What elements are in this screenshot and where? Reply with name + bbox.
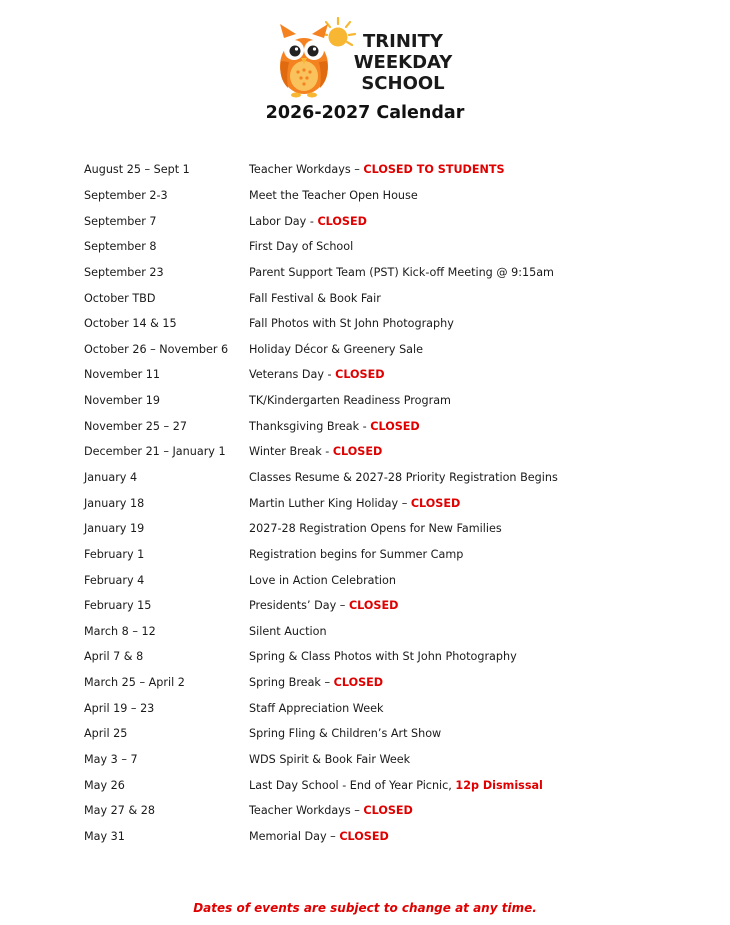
event-row: [84, 465, 704, 491]
event-description: [249, 240, 704, 253]
event-row: [84, 747, 704, 773]
event-date: September 8: [84, 240, 157, 254]
closed-label: CLOSED: [339, 829, 389, 843]
closed-label: CLOSED TO STUDENTS: [363, 163, 505, 177]
event-row: [84, 721, 704, 747]
event-date: December 21 – January 1: [84, 445, 226, 459]
event-date: January 19: [84, 522, 145, 536]
event-description: [249, 574, 704, 587]
event-row: [84, 644, 704, 670]
event-text: Registration begins for Summer Camp: [249, 547, 464, 561]
event-date: March 8 – 12: [84, 624, 156, 638]
event-text: Teacher Workdays –: [249, 804, 364, 818]
event-text: Fall Festival & Book Fair: [249, 291, 381, 305]
event-description: [249, 779, 704, 792]
event-description: [249, 599, 704, 612]
event-row: [84, 311, 704, 337]
event-date: October 14 & 15: [84, 317, 177, 331]
event-row: [84, 234, 704, 260]
event-description: [249, 215, 704, 228]
event-text: Fall Photos with St John Photography: [249, 317, 454, 331]
event-description: [249, 625, 704, 638]
event-row: [84, 260, 704, 286]
event-text: Parent Support Team (PST) Kick-off Meeting @ 9:15am: [249, 265, 554, 279]
closed-label: 12p Dismissal: [455, 778, 543, 792]
event-row: [84, 567, 704, 593]
event-text: Love in Action Celebration: [249, 573, 396, 587]
event-date: April 19 – 23: [84, 701, 155, 715]
event-text: Silent Auction: [249, 624, 327, 638]
event-date: November 19: [84, 394, 160, 408]
event-row: [84, 824, 704, 850]
event-description: [249, 830, 704, 843]
event-row: [84, 798, 704, 824]
event-description: [249, 394, 704, 407]
event-text: Spring Break –: [249, 676, 334, 690]
school-name-line3: SCHOOL: [361, 73, 445, 94]
school-logo: [276, 16, 456, 100]
event-date: April 7 & 8: [84, 650, 144, 664]
event-description: [249, 727, 704, 740]
page-header: [0, 0, 730, 140]
event-description: [249, 676, 704, 689]
event-description: [249, 650, 704, 663]
school-name-line1: TRINITY: [363, 31, 443, 52]
calendar-title: 2026-2027 Calendar: [265, 103, 465, 123]
event-text: Classes Resume & 2027-28 Priority Registration Begins: [249, 471, 558, 484]
event-description: [249, 317, 704, 330]
event-text: Teacher Workdays –: [249, 163, 364, 177]
event-text: Veterans Day -: [249, 368, 336, 382]
event-description: [249, 702, 704, 715]
event-row: [84, 157, 704, 183]
event-description: [249, 266, 704, 279]
closed-label: CLOSED: [370, 419, 420, 433]
event-text: Spring & Class Photos with St John Photography: [249, 650, 517, 664]
event-text: Presidents’ Day –: [249, 599, 349, 613]
event-date: February 1: [84, 547, 145, 561]
event-row: [84, 362, 704, 388]
school-name-line2: WEEKDAY: [353, 52, 453, 73]
event-date: September 23: [84, 265, 164, 279]
event-row: [84, 285, 704, 311]
event-date: May 27 & 28: [84, 804, 155, 818]
event-date: October TBD: [84, 291, 156, 305]
events-list: [84, 157, 704, 849]
event-row: [84, 542, 704, 568]
event-text: Holiday Décor & Greenery Sale: [249, 342, 424, 356]
event-text: Staff Appreciation Week: [249, 701, 384, 715]
event-row: [84, 695, 704, 721]
event-text: TK/Kindergarten Readiness Program: [249, 394, 451, 408]
event-description: [249, 522, 704, 535]
event-date: October 26 – November 6: [84, 342, 229, 356]
closed-label: CLOSED: [410, 496, 461, 510]
event-text: Meet the Teacher Open House: [249, 188, 418, 202]
event-row: [84, 490, 704, 516]
event-row: [84, 388, 704, 414]
event-text: Martin Luther King Holiday –: [249, 496, 411, 510]
event-description: [249, 804, 704, 817]
event-date: September 7: [84, 214, 157, 228]
event-description: [249, 497, 704, 510]
closed-label: CLOSED: [363, 804, 413, 818]
event-text: Thanksgiving Break -: [249, 419, 371, 433]
event-row: [84, 670, 704, 696]
event-description: [249, 189, 704, 202]
event-text: Last Day School - End of Year Picnic,: [249, 778, 456, 792]
event-row: [84, 183, 704, 209]
event-text: Spring Fling & Children’s Art Show: [249, 727, 442, 741]
event-text: WDS Spirit & Book Fair Week: [249, 753, 411, 767]
event-date: February 4: [84, 573, 145, 587]
event-row: [84, 516, 704, 542]
event-description: [249, 753, 704, 766]
event-description: [249, 368, 704, 381]
event-description: [249, 445, 704, 458]
disclaimer-note: Dates of events are subject to change at any time.: [193, 901, 537, 915]
event-date: August 25 – Sept 1: [84, 163, 190, 177]
closed-label: CLOSED: [335, 368, 385, 382]
event-description: [249, 420, 704, 433]
event-row: [84, 336, 704, 362]
event-text: 2027-28 Registration Opens for New Families: [249, 522, 502, 536]
event-text: Winter Break -: [249, 445, 333, 459]
closed-label: CLOSED: [333, 676, 384, 690]
event-date: April 25: [84, 727, 128, 741]
event-row: [84, 772, 704, 798]
event-description: [249, 343, 704, 356]
school-wordmark: [348, 31, 458, 94]
event-date: November 11: [84, 368, 160, 382]
event-row: [84, 593, 704, 619]
event-date: January 18: [84, 496, 145, 510]
closed-label: CLOSED: [348, 599, 399, 613]
event-date: September 2-3: [84, 188, 168, 202]
event-row: [84, 208, 704, 234]
event-date: May 3 – 7: [84, 753, 138, 767]
event-row: [84, 413, 704, 439]
closed-label: CLOSED: [317, 214, 367, 228]
event-date: May 31: [84, 829, 125, 843]
event-date: January 4: [84, 471, 138, 484]
event-date: May 26: [84, 778, 125, 792]
event-description: [249, 471, 704, 484]
event-text: First Day of School: [249, 240, 354, 254]
event-text: Labor Day -: [249, 214, 318, 228]
event-date: February 15: [84, 599, 152, 613]
event-description: [249, 548, 704, 561]
owl-icon: [276, 16, 358, 100]
closed-label: CLOSED: [332, 445, 383, 459]
event-row: [84, 439, 704, 465]
event-date: March 25 – April 2: [84, 676, 185, 690]
event-date: November 25 – 27: [84, 419, 187, 433]
event-description: [249, 163, 704, 176]
event-row: [84, 619, 704, 645]
event-description: [249, 292, 704, 305]
event-text: Memorial Day –: [249, 829, 340, 843]
